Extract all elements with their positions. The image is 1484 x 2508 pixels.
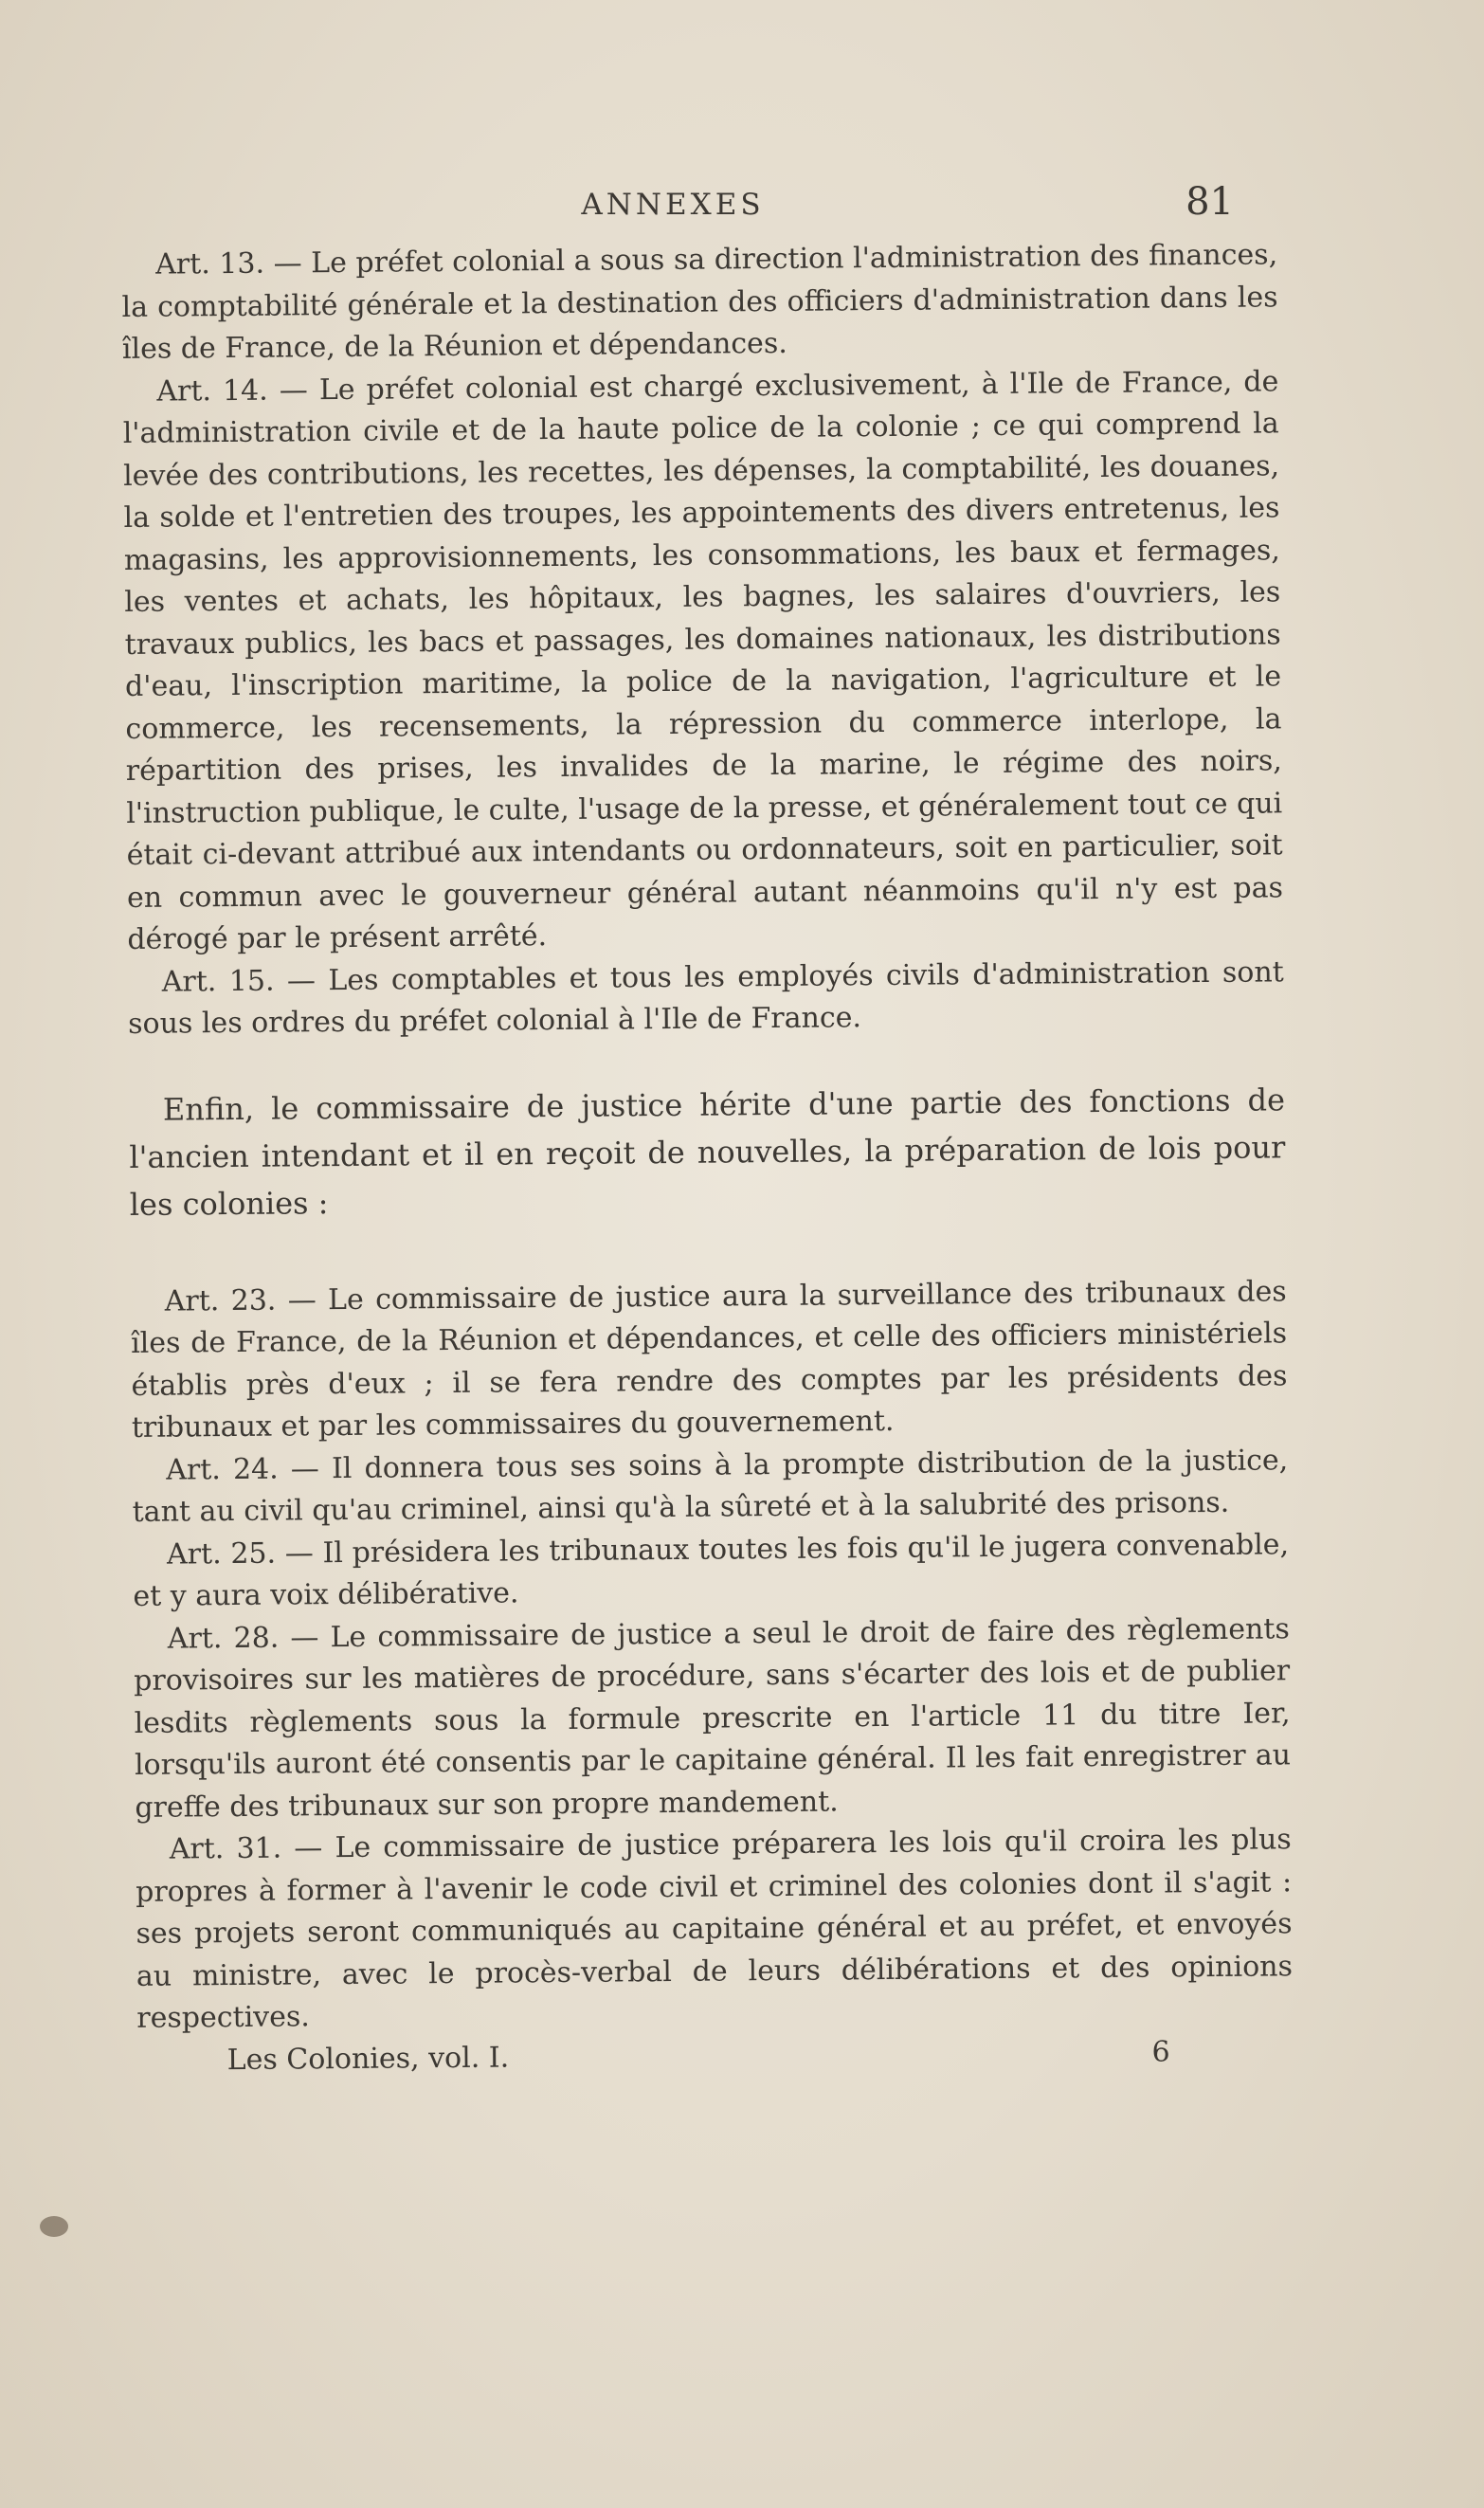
page-text [121,234,1294,2081]
article-15: Art. 15. — Les comptables et tous les employés civils d'administration sont sous les ordres du préfet colonial à l'Ile de France. [128,954,1284,1041]
running-head: ANNEXES [581,188,765,222]
article-24: Art. 24. — Il donnera tous ses soins à la prompte distribution de la justice, tant au civil qu'au criminel, ainsi qu'à la sûreté et à la salubrité des prisons. [132,1443,1289,1529]
body-paragraph: Enfin, le commissaire de justice hérite d'une partie des fonctions de l'ancien intendant et il en reçoit de nouvelles, la préparation de lois pour les colonies : [129,1081,1286,1223]
signature-mark: Les Colonies, vol. I. [226,2041,510,2077]
article-25: Art. 25. — Il présidera les tribunaux toutes les fois qu'il le jugera convenable, et y aura voix délibérative. [133,1527,1290,1613]
article-14: Art. 14. — Le préfet colonial est chargé exclusivement, à l'Ile de France, de l'administration civile et de la haute police de la colonie ; ce qui comprend la levée des contributions, les recettes, les dépenses, la comptabilité, les douanes, la solde et l'entretien des troupes, les appointements des divers entretenus, les magasins, les approvisionnements, les consommations, les baux et fermages, les ventes et achats, les hôpitaux, les bagnes, les salaires d'ouvriers, les travaux publics, les bacs et passages, les domaines nationaux, les distributions d'eau, l'inscription maritime, la police de la navigation, l'agriculture et le commerce, les recensements, la répression du commerce interlope, la répartition des prises, les invalides de la marine, le régime des noirs, l'instruction publique, le culte, l'usage de la presse, et généralement tout ce qui était ci-devant attribué aux intendants ou ordonnateurs, soit en particulier, soit en commun avec le gouverneur général autant néanmoins qu'il n'y est pas dérogé par le présent arrêté. [122,364,1284,956]
article-23: Art. 23. — Le commissaire de justice aura la surveillance des tribunaux des îles de France, de la Réunion et dépendances, et celle des officiers ministériels établis près d'eux ; il se fera rendre des comptes par les présidents des tribunaux et par les commissaires du gouvernement. [130,1274,1288,1445]
article-13: Art. 13. — Le préfet colonial a sous sa direction l'administration des finances, la comptabilité générale et la destination des officiers d'administration dans les îles de France, de la Réunion et dépendances. [121,238,1278,366]
article-28: Art. 28. — Le commissaire de justice a seul le droit de faire des règlements provisoires sur les matières de procédure, sans s'écarter des lois et de publier lesdits règlements sous la formule prescrite en l'article 11 du titre Ier, lorsqu'ils auront été consentis par le capitaine général. Il les fait enregistrer au greffe des tribunaux sur son propre mandement. [134,1611,1292,1825]
article-31: Art. 31. — Le commissaire de justice préparera les lois qu'il croira les plus propres à former à l'avenir le code civil et criminel des colonies dont il s'agit : ses projets seront communiqués au capitaine général et au préfet, et envoyés au ministre, avec le procès-verbal de leurs délibérations et des opinions respectives. [136,1823,1294,2035]
page-header [123,180,1234,237]
ink-spot [40,2216,68,2237]
page-number: 81 [1185,180,1234,224]
page-footer [137,2030,1294,2082]
signature-number: 6 [1151,2034,1170,2069]
